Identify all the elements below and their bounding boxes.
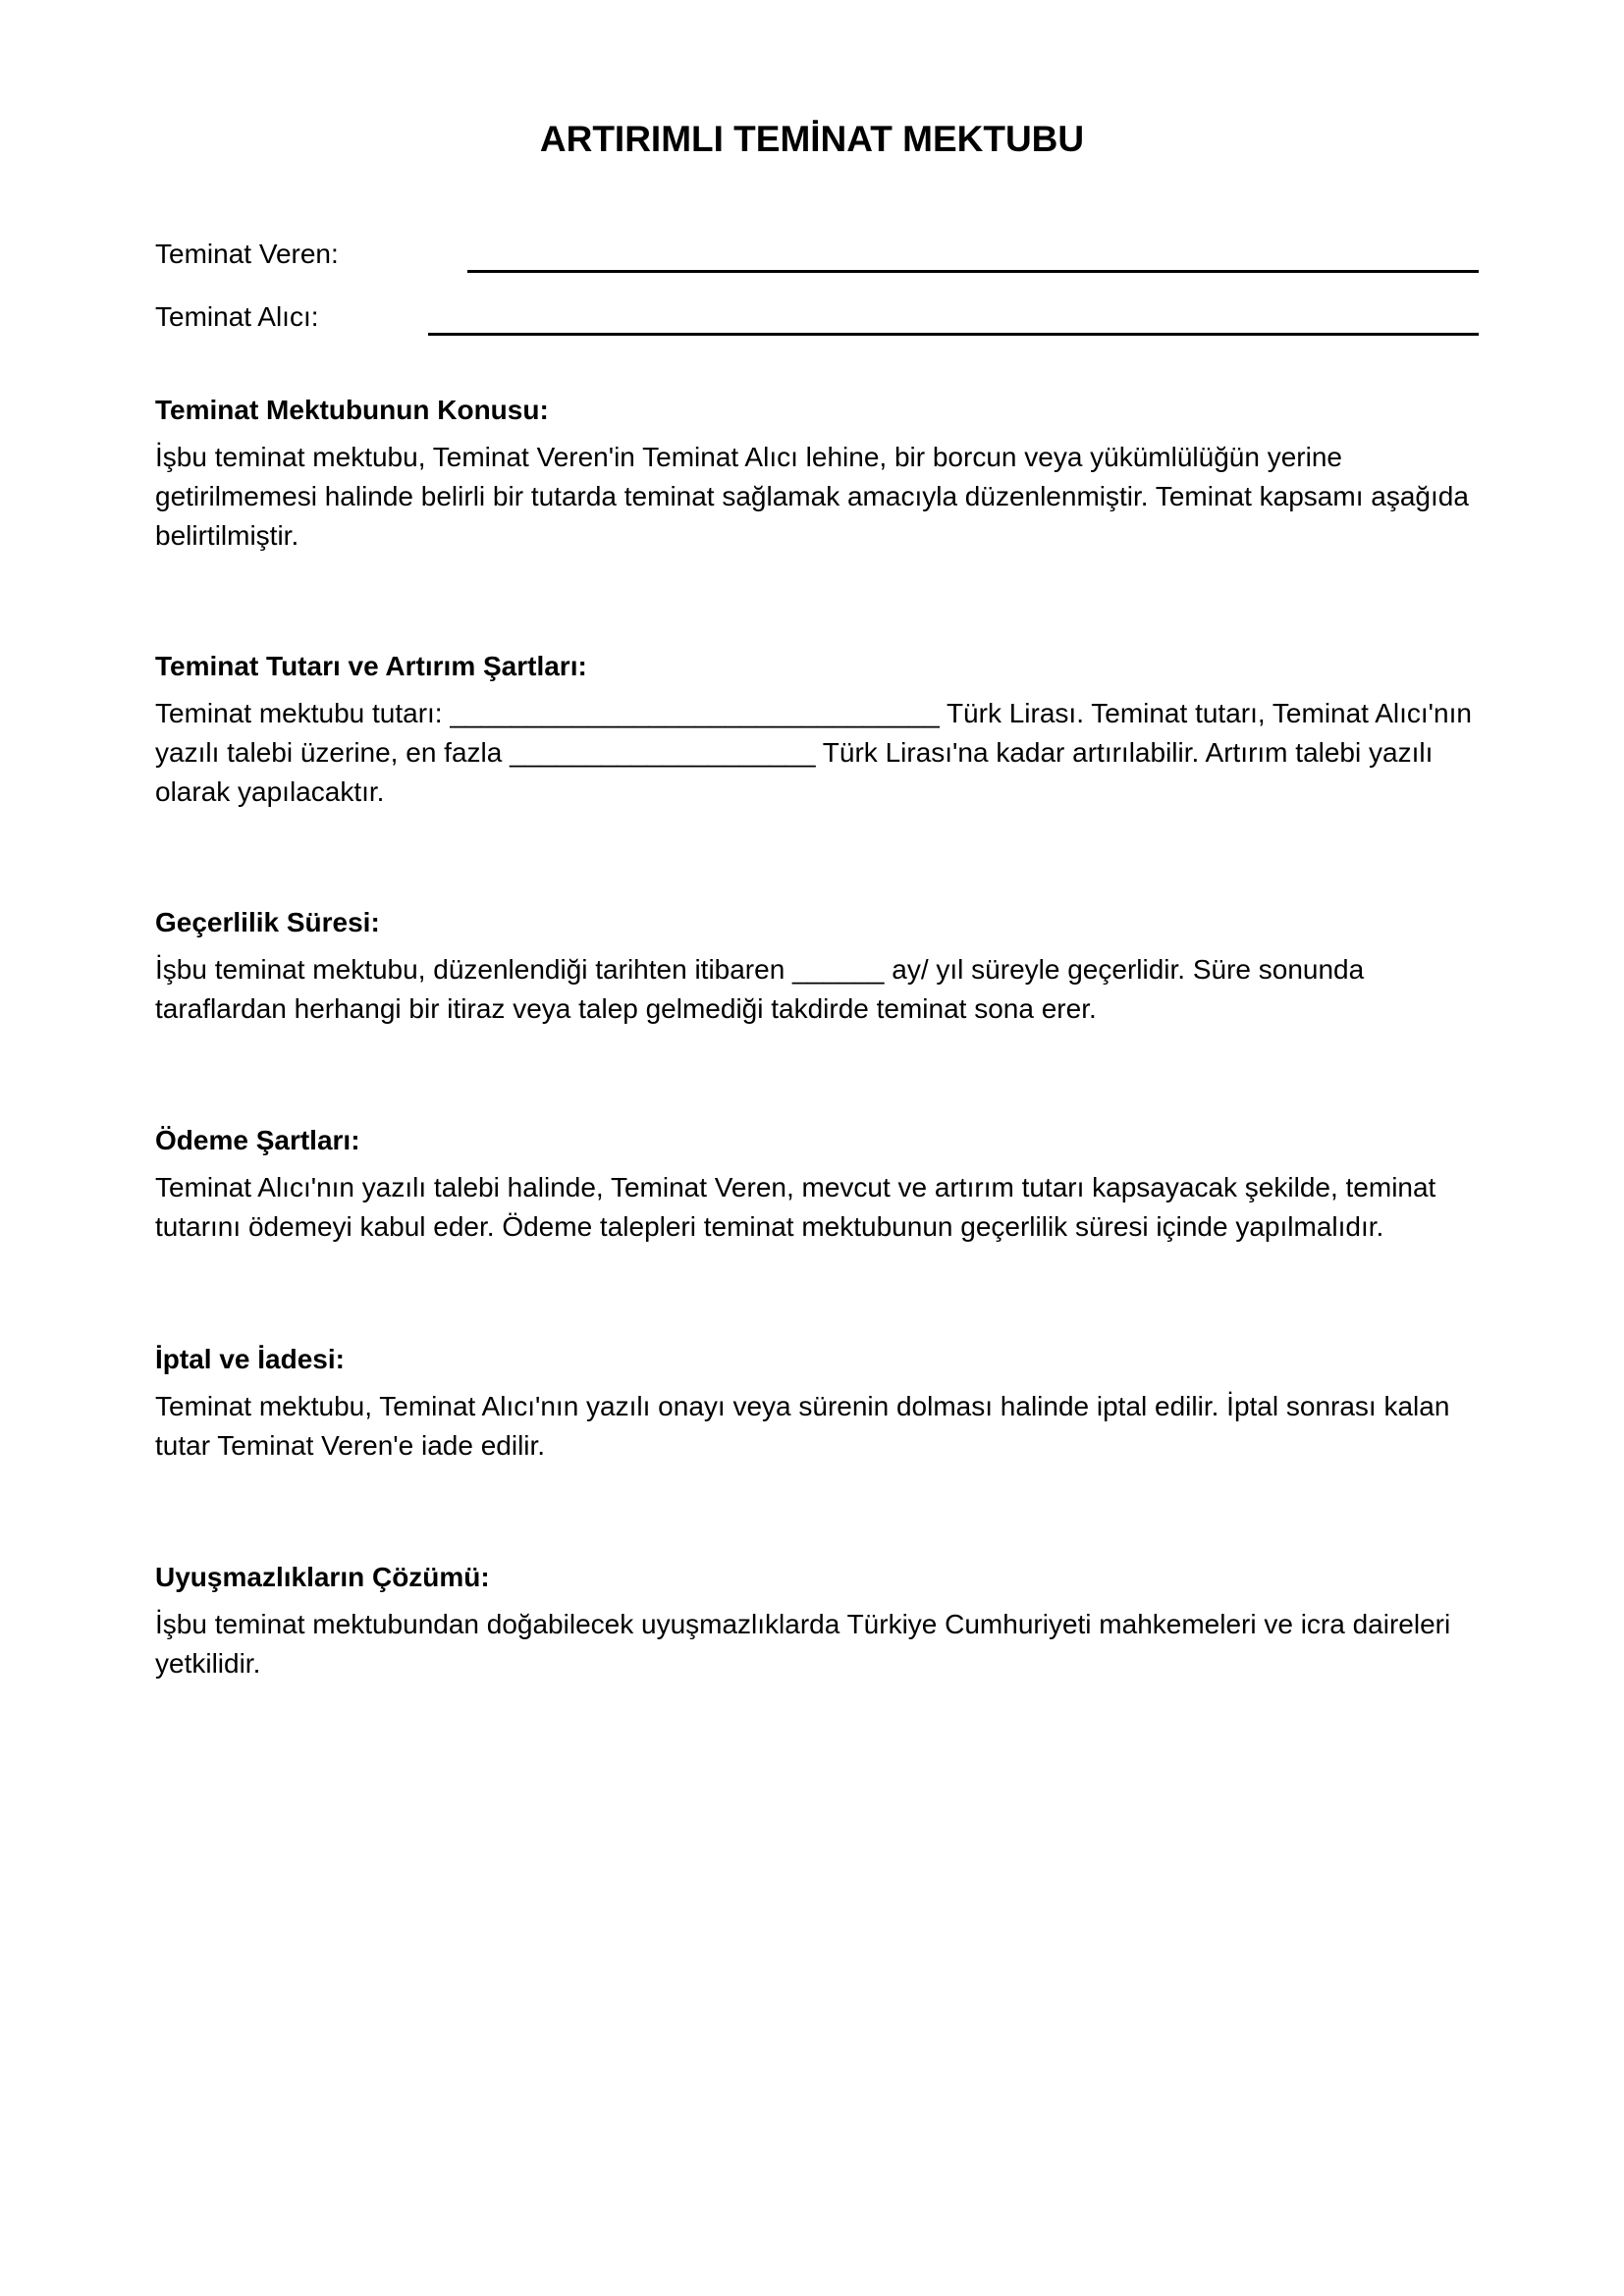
- section-amount-increase: [155, 649, 1490, 812]
- section-heading: Teminat Tutarı ve Artırım Şartları:: [155, 651, 587, 681]
- section-body: İşbu teminat mektubu, Teminat Veren'in Teminat Alıcı lehine, bir borcun veya yükümlülüğün yerine getirilmemesi halinde belirli bir tutarda teminat sağlamak amacıyla düzenlenmiştir. Teminat kapsamı aşağıda belirtilmiştir.: [155, 442, 1469, 551]
- section-body: Teminat Alıcı'nın yazılı talebi halinde, Teminat Veren, mevcut ve artırım tutarı kapsayacak şekilde, teminat tutarını ödemeyi kabul eder. Ödeme talepleri teminat mektubunun geçerlilik süresi içinde yapılmalıdır.: [155, 1172, 1436, 1242]
- section-body: Teminat mektubu tutarı: ________________________________ Türk Lirası. Teminat tutarı, Teminat Alıcı'nın yazılı talebi üzerine, en fazla ____________________ Türk Lirası'na kadar artırılabilir. Artırım talebi yazılı olarak yapılacaktır.: [155, 698, 1472, 807]
- section-heading: Ödeme Şartları:: [155, 1125, 360, 1155]
- beneficiary-fill-line[interactable]: [428, 333, 1479, 336]
- section-heading: Teminat Mektubunun Konusu:: [155, 395, 549, 425]
- section-body: İşbu teminat mektubu, düzenlendiği tarihten itibaren ______ ay/ yıl süreyle geçerlidir. Süre sonunda taraflardan herhangi bir itiraz veya talep gelmediği takdirde teminat sona erer.: [155, 954, 1365, 1024]
- guarantor-label: Teminat Veren:: [155, 239, 339, 269]
- section-dispute: [155, 1560, 1490, 1683]
- section-body: İşbu teminat mektubundan doğabilecek uyuşmazlıklarda Türkiye Cumhuriyeti mahkemeleri ve icra daireleri yetkilidir.: [155, 1609, 1451, 1679]
- section-cancellation: [155, 1342, 1490, 1466]
- section-payment: [155, 1123, 1490, 1247]
- guarantor-fill-line[interactable]: [467, 270, 1479, 273]
- section-subject: [155, 393, 1490, 556]
- section-heading: Geçerlilik Süresi:: [155, 907, 380, 937]
- document-title: ARTIRIMLI TEMİNAT MEKTUBU: [539, 119, 1085, 159]
- beneficiary-label: Teminat Alıcı:: [155, 301, 319, 332]
- section-heading: İptal ve İadesi:: [155, 1344, 345, 1374]
- section-heading: Uyuşmazlıkların Çözümü:: [155, 1562, 490, 1592]
- section-validity: [155, 905, 1490, 1029]
- section-body: Teminat mektubu, Teminat Alıcı'nın yazılı onayı veya sürenin dolması halinde iptal edilir. İptal sonrası kalan tutar Teminat Veren'e iade edilir.: [155, 1391, 1450, 1461]
